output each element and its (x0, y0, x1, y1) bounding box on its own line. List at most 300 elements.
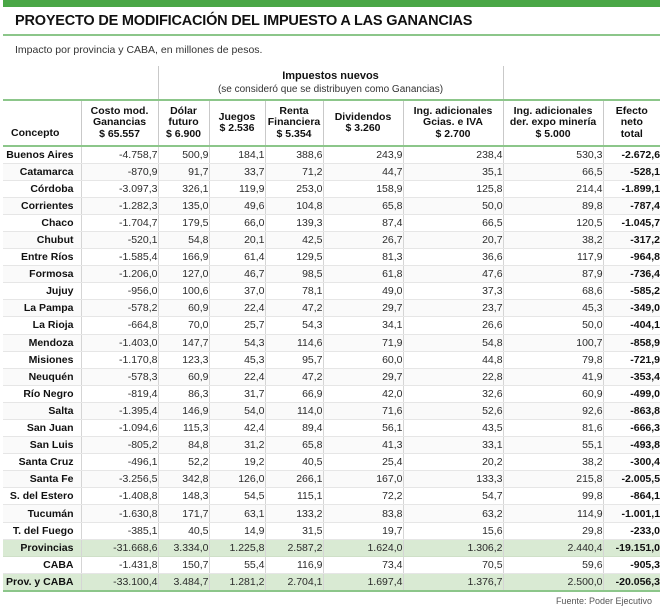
cell-dolar: 3.334,0 (158, 539, 209, 556)
table-row (3, 488, 660, 505)
cell-concepto: T. del Fuego (3, 522, 81, 539)
col-header-costo-line2: Ganancias (92, 116, 147, 129)
cell-dolar: 127,0 (158, 266, 209, 283)
col-header-dividendos-line1: Dividendos (334, 110, 392, 123)
cell-concepto: CABA (3, 556, 81, 573)
cell-ing_mineria: 215,8 (503, 471, 603, 488)
cell-juegos: 63,1 (209, 505, 265, 522)
cell-efecto: -1.899,1 (603, 180, 660, 197)
cell-concepto: Chubut (3, 231, 81, 248)
cell-dolar: 60,9 (158, 300, 209, 317)
col-header-ing-mineria-line2: der. expo minería (509, 116, 597, 129)
cell-ing_gcias: 125,8 (403, 180, 503, 197)
cell-concepto: Corrientes (3, 197, 81, 214)
cell-costo: -385,1 (81, 522, 158, 539)
cell-renta: 66,9 (265, 385, 323, 402)
col-header-efecto-line2: neto (620, 116, 643, 129)
cell-concepto: Río Negro (3, 385, 81, 402)
cell-dividendos: 243,9 (323, 146, 403, 163)
col-header-ing-gcias-line2: Gcias. e IVA (423, 116, 483, 129)
column-header-row (3, 100, 660, 146)
cell-juegos: 54,0 (209, 402, 265, 419)
col-header-dolar-line1: Dólar (170, 104, 197, 117)
cell-dividendos: 167,0 (323, 471, 403, 488)
cell-efecto: -499,0 (603, 385, 660, 402)
cell-renta: 47,2 (265, 368, 323, 385)
cell-renta: 95,7 (265, 351, 323, 368)
cell-ing_gcias: 22,8 (403, 368, 503, 385)
cell-costo: -1.403,0 (81, 334, 158, 351)
cell-juegos: 54,3 (209, 334, 265, 351)
cell-efecto: -1.045,7 (603, 214, 660, 231)
cell-renta: 89,4 (265, 420, 323, 437)
cell-dividendos: 49,0 (323, 283, 403, 300)
cell-concepto: Buenos Aires (3, 146, 81, 163)
cell-dividendos: 158,9 (323, 180, 403, 197)
cell-ing_mineria: 59,6 (503, 556, 603, 573)
cell-costo: -819,4 (81, 385, 158, 402)
cell-dolar: 166,9 (158, 249, 209, 266)
col-header-renta-line1: Renta (279, 104, 309, 117)
cell-efecto: -585,2 (603, 283, 660, 300)
cell-ing_gcias: 1.306,2 (403, 539, 503, 556)
cell-dolar: 100,6 (158, 283, 209, 300)
cell-juegos: 54,5 (209, 488, 265, 505)
table-row (3, 573, 660, 590)
table-row (3, 300, 660, 317)
cell-efecto: -666,3 (603, 420, 660, 437)
group-spacer-mineria (503, 66, 603, 100)
table-row (3, 163, 660, 180)
cell-dividendos: 41,3 (323, 437, 403, 454)
cell-renta: 129,5 (265, 249, 323, 266)
cell-dolar: 3.484,7 (158, 573, 209, 590)
cell-efecto: -317,2 (603, 231, 660, 248)
table-row (3, 351, 660, 368)
cell-dolar: 115,3 (158, 420, 209, 437)
col-header-costo-line1: Costo mod. (90, 104, 149, 117)
cell-renta: 2.587,2 (265, 539, 323, 556)
group-header-label: Impuestos nuevos (282, 69, 379, 82)
cell-juegos: 22,4 (209, 368, 265, 385)
col-header-renta (265, 100, 323, 146)
cell-concepto: Jujuy (3, 283, 81, 300)
group-header-note: (se consideró que se distribuyen como Ganancias) (217, 83, 444, 95)
cell-ing_gcias: 36,6 (403, 249, 503, 266)
cell-ing_gcias: 133,3 (403, 471, 503, 488)
cell-costo: -3.256,5 (81, 471, 158, 488)
cell-ing_gcias: 52,6 (403, 402, 503, 419)
cell-juegos: 37,0 (209, 283, 265, 300)
cell-dolar: 146,9 (158, 402, 209, 419)
cell-juegos: 126,0 (209, 471, 265, 488)
impact-table (3, 66, 660, 590)
cell-juegos: 20,1 (209, 231, 265, 248)
cell-dividendos: 1.624,0 (323, 539, 403, 556)
col-header-dividendos-line2: $ 3.260 (345, 122, 381, 134)
table-row (3, 197, 660, 214)
cell-efecto: -19.151,0 (603, 539, 660, 556)
cell-renta: 114,6 (265, 334, 323, 351)
cell-ing_gcias: 63,2 (403, 505, 503, 522)
cell-juegos: 14,9 (209, 522, 265, 539)
group-header-row (3, 66, 660, 100)
cell-renta: 116,9 (265, 556, 323, 573)
cell-ing_gcias: 54,8 (403, 334, 503, 351)
cell-concepto: Prov. y CABA (3, 573, 81, 590)
cell-concepto: Misiones (3, 351, 81, 368)
table-row (3, 334, 660, 351)
cell-ing_mineria: 45,3 (503, 300, 603, 317)
cell-renta: 104,8 (265, 197, 323, 214)
cell-efecto: -2.005,5 (603, 471, 660, 488)
cell-dividendos: 73,4 (323, 556, 403, 573)
cell-dolar: 150,7 (158, 556, 209, 573)
cell-ing_mineria: 79,8 (503, 351, 603, 368)
group-header-impuestos-nuevos (158, 66, 503, 100)
cell-renta: 40,5 (265, 454, 323, 471)
cell-dividendos: 56,1 (323, 420, 403, 437)
cell-dolar: 70,0 (158, 317, 209, 334)
cell-ing_mineria: 38,2 (503, 454, 603, 471)
cell-dolar: 91,7 (158, 163, 209, 180)
table-row (3, 317, 660, 334)
cell-dividendos: 19,7 (323, 522, 403, 539)
cell-ing_mineria: 66,5 (503, 163, 603, 180)
col-header-juegos-line2: $ 2.536 (219, 122, 255, 134)
cell-efecto: -787,4 (603, 197, 660, 214)
cell-ing_gcias: 37,3 (403, 283, 503, 300)
cell-costo: -4.758,7 (81, 146, 158, 163)
table-row (3, 249, 660, 266)
cell-costo: -870,9 (81, 163, 158, 180)
cell-dolar: 500,9 (158, 146, 209, 163)
cell-ing_mineria: 50,0 (503, 317, 603, 334)
cell-ing_mineria: 41,9 (503, 368, 603, 385)
cell-efecto: -905,3 (603, 556, 660, 573)
col-header-dolar (158, 100, 209, 146)
col-header-efecto-line3: total (620, 127, 643, 140)
col-header-concepto-line1: Concepto (11, 126, 60, 139)
cell-dividendos: 83,8 (323, 505, 403, 522)
table-row (3, 283, 660, 300)
cell-renta: 47,2 (265, 300, 323, 317)
cell-ing_gcias: 238,4 (403, 146, 503, 163)
source-note: Fuente: Poder Ejecutivo (3, 590, 660, 606)
cell-efecto: -353,4 (603, 368, 660, 385)
cell-renta: 133,2 (265, 505, 323, 522)
cell-ing_mineria: 38,2 (503, 231, 603, 248)
cell-renta: 71,2 (265, 163, 323, 180)
page-subtitle: Impacto por provincia y CABA, en millones de pesos. (15, 44, 263, 56)
cell-dividendos: 72,2 (323, 488, 403, 505)
cell-renta: 388,6 (265, 146, 323, 163)
cell-costo: -1.431,8 (81, 556, 158, 573)
cell-efecto: -736,4 (603, 266, 660, 283)
cell-costo: -1.170,8 (81, 351, 158, 368)
cell-juegos: 31,2 (209, 437, 265, 454)
cell-juegos: 119,9 (209, 180, 265, 197)
col-header-renta-line3: $ 5.354 (276, 127, 312, 140)
cell-concepto: Formosa (3, 266, 81, 283)
col-header-costo-line3: $ 65.557 (99, 127, 140, 140)
cell-costo: -664,8 (81, 317, 158, 334)
table-row (3, 420, 660, 437)
cell-ing_mineria: 55,1 (503, 437, 603, 454)
cell-renta: 31,5 (265, 522, 323, 539)
cell-ing_mineria: 92,6 (503, 402, 603, 419)
cell-ing_gcias: 54,7 (403, 488, 503, 505)
cell-efecto: -2.672,6 (603, 146, 660, 163)
table-row (3, 437, 660, 454)
cell-ing_gcias: 20,7 (403, 231, 503, 248)
cell-ing_gcias: 47,6 (403, 266, 503, 283)
col-header-efecto-line1: Efecto (615, 104, 648, 117)
cell-renta: 42,5 (265, 231, 323, 248)
cell-dolar: 54,8 (158, 231, 209, 248)
cell-efecto: -20.056,3 (603, 573, 660, 590)
cell-renta: 139,3 (265, 214, 323, 231)
cell-dolar: 84,8 (158, 437, 209, 454)
cell-concepto: Provincias (3, 539, 81, 556)
cell-ing_gcias: 23,7 (403, 300, 503, 317)
cell-juegos: 45,3 (209, 351, 265, 368)
cell-dolar: 147,7 (158, 334, 209, 351)
col-header-concepto (3, 100, 81, 146)
cell-dividendos: 71,6 (323, 402, 403, 419)
group-spacer-left (3, 66, 81, 100)
cell-concepto: Santa Cruz (3, 454, 81, 471)
cell-ing_mineria: 120,5 (503, 214, 603, 231)
cell-renta: 253,0 (265, 180, 323, 197)
cell-juegos: 184,1 (209, 146, 265, 163)
cell-juegos: 1.281,2 (209, 573, 265, 590)
cell-juegos: 31,7 (209, 385, 265, 402)
cell-dolar: 135,0 (158, 197, 209, 214)
table-row (3, 385, 660, 402)
cell-efecto: -493,8 (603, 437, 660, 454)
cell-dividendos: 61,8 (323, 266, 403, 283)
cell-costo: -578,2 (81, 300, 158, 317)
cell-concepto: La Rioja (3, 317, 81, 334)
cell-dividendos: 87,4 (323, 214, 403, 231)
cell-ing_mineria: 99,8 (503, 488, 603, 505)
cell-ing_mineria: 2.440,4 (503, 539, 603, 556)
cell-costo: -956,0 (81, 283, 158, 300)
cell-renta: 98,5 (265, 266, 323, 283)
cell-costo: -496,1 (81, 454, 158, 471)
table-head (3, 66, 660, 146)
cell-ing_mineria: 100,7 (503, 334, 603, 351)
cell-ing_mineria: 2.500,0 (503, 573, 603, 590)
cell-dolar: 60,9 (158, 368, 209, 385)
cell-ing_mineria: 60,9 (503, 385, 603, 402)
table-row (3, 368, 660, 385)
cell-ing_gcias: 66,5 (403, 214, 503, 231)
cell-ing_gcias: 15,6 (403, 522, 503, 539)
cell-concepto: Santa Fe (3, 471, 81, 488)
cell-costo: -1.704,7 (81, 214, 158, 231)
cell-juegos: 42,4 (209, 420, 265, 437)
cell-ing_gcias: 70,5 (403, 556, 503, 573)
cell-dolar: 40,5 (158, 522, 209, 539)
cell-efecto: -964,8 (603, 249, 660, 266)
table-row (3, 146, 660, 163)
cell-efecto: -300,4 (603, 454, 660, 471)
cell-juegos: 49,6 (209, 197, 265, 214)
cell-concepto: Chaco (3, 214, 81, 231)
cell-dividendos: 81,3 (323, 249, 403, 266)
cell-juegos: 66,0 (209, 214, 265, 231)
cell-costo: -1.630,8 (81, 505, 158, 522)
cell-efecto: -404,1 (603, 317, 660, 334)
cell-ing_mineria: 87,9 (503, 266, 603, 283)
cell-efecto: -863,8 (603, 402, 660, 419)
table-body (3, 146, 660, 590)
cell-dolar: 148,3 (158, 488, 209, 505)
cell-ing_gcias: 26,6 (403, 317, 503, 334)
col-header-dolar-line2: futuro (168, 116, 199, 129)
cell-juegos: 25,7 (209, 317, 265, 334)
cell-ing_mineria: 89,8 (503, 197, 603, 214)
cell-costo: -1.408,8 (81, 488, 158, 505)
col-header-efecto (603, 100, 660, 146)
cell-renta: 266,1 (265, 471, 323, 488)
cell-ing_mineria: 114,9 (503, 505, 603, 522)
table-row (3, 231, 660, 248)
page-title: PROYECTO DE MODIFICACIÓN DEL IMPUESTO A LAS GANANCIAS (15, 13, 473, 29)
top-accent-bar (3, 0, 660, 7)
cell-juegos: 55,4 (209, 556, 265, 573)
cell-renta: 114,0 (265, 402, 323, 419)
cell-juegos: 19,2 (209, 454, 265, 471)
cell-ing_gcias: 20,2 (403, 454, 503, 471)
col-header-dividendos (323, 100, 403, 146)
cell-costo: -520,1 (81, 231, 158, 248)
cell-costo: -1.585,4 (81, 249, 158, 266)
cell-juegos: 46,7 (209, 266, 265, 283)
cell-dolar: 342,8 (158, 471, 209, 488)
cell-concepto: Córdoba (3, 180, 81, 197)
cell-concepto: Neuquén (3, 368, 81, 385)
col-header-ing-gcias-line1: Ing. adicionales (413, 104, 493, 117)
cell-costo: -3.097,3 (81, 180, 158, 197)
cell-dividendos: 44,7 (323, 163, 403, 180)
cell-dolar: 52,2 (158, 454, 209, 471)
cell-costo: -33.100,4 (81, 573, 158, 590)
cell-dividendos: 29,7 (323, 368, 403, 385)
cell-dolar: 326,1 (158, 180, 209, 197)
cell-dividendos: 26,7 (323, 231, 403, 248)
cell-ing_mineria: 117,9 (503, 249, 603, 266)
table-row (3, 522, 660, 539)
cell-ing_mineria: 81,6 (503, 420, 603, 437)
cell-dolar: 179,5 (158, 214, 209, 231)
cell-ing_gcias: 44,8 (403, 351, 503, 368)
group-spacer-right (603, 66, 660, 100)
cell-costo: -578,3 (81, 368, 158, 385)
cell-ing_mineria: 29,8 (503, 522, 603, 539)
cell-efecto: -864,1 (603, 488, 660, 505)
table-row (3, 454, 660, 471)
cell-juegos: 61,4 (209, 249, 265, 266)
cell-renta: 115,1 (265, 488, 323, 505)
cell-dividendos: 42,0 (323, 385, 403, 402)
cell-concepto: Salta (3, 402, 81, 419)
cell-juegos: 33,7 (209, 163, 265, 180)
cell-renta: 78,1 (265, 283, 323, 300)
cell-juegos: 22,4 (209, 300, 265, 317)
cell-costo: -31.668,6 (81, 539, 158, 556)
cell-efecto: -349,0 (603, 300, 660, 317)
cell-efecto: -233,0 (603, 522, 660, 539)
cell-costo: -805,2 (81, 437, 158, 454)
cell-ing_gcias: 43,5 (403, 420, 503, 437)
table-row (3, 266, 660, 283)
cell-dividendos: 25,4 (323, 454, 403, 471)
cell-dolar: 86,3 (158, 385, 209, 402)
col-header-juegos (209, 100, 265, 146)
table-row (3, 180, 660, 197)
cell-concepto: Entre Ríos (3, 249, 81, 266)
cell-concepto: San Luis (3, 437, 81, 454)
cell-dividendos: 71,9 (323, 334, 403, 351)
cell-costo: -1.282,3 (81, 197, 158, 214)
col-header-ing-mineria (503, 100, 603, 146)
col-header-ing-gcias (403, 100, 503, 146)
col-header-ing-gcias-line3: $ 2.700 (435, 127, 471, 140)
cell-costo: -1.094,6 (81, 420, 158, 437)
cell-renta: 2.704,1 (265, 573, 323, 590)
cell-dividendos: 65,8 (323, 197, 403, 214)
cell-efecto: -528,1 (603, 163, 660, 180)
cell-costo: -1.395,4 (81, 402, 158, 419)
cell-concepto: Catamarca (3, 163, 81, 180)
group-spacer-costo (81, 66, 158, 100)
cell-efecto: -1.001,1 (603, 505, 660, 522)
cell-ing_gcias: 50,0 (403, 197, 503, 214)
cell-concepto: La Pampa (3, 300, 81, 317)
cell-ing_gcias: 35,1 (403, 163, 503, 180)
cell-dividendos: 60,0 (323, 351, 403, 368)
title-container (3, 7, 660, 36)
table-row (3, 539, 660, 556)
cell-ing_mineria: 214,4 (503, 180, 603, 197)
col-header-costo (81, 100, 158, 146)
cell-renta: 54,3 (265, 317, 323, 334)
table-row (3, 556, 660, 573)
cell-ing_gcias: 32,6 (403, 385, 503, 402)
cell-dividendos: 29,7 (323, 300, 403, 317)
col-header-dolar-line3: $ 6.900 (165, 127, 202, 140)
cell-juegos: 1.225,8 (209, 539, 265, 556)
cell-ing_mineria: 530,3 (503, 146, 603, 163)
cell-dolar: 123,3 (158, 351, 209, 368)
cell-concepto: Mendoza (3, 334, 81, 351)
table-row (3, 402, 660, 419)
cell-ing_gcias: 33,1 (403, 437, 503, 454)
cell-ing_gcias: 1.376,7 (403, 573, 503, 590)
table-row (3, 214, 660, 231)
cell-ing_mineria: 68,6 (503, 283, 603, 300)
cell-efecto: -858,9 (603, 334, 660, 351)
cell-dividendos: 34,1 (323, 317, 403, 334)
cell-dolar: 171,7 (158, 505, 209, 522)
cell-concepto: San Juan (3, 420, 81, 437)
cell-renta: 65,8 (265, 437, 323, 454)
col-header-ing-mineria-line3: $ 5.000 (535, 127, 571, 140)
cell-dividendos: 1.697,4 (323, 573, 403, 590)
